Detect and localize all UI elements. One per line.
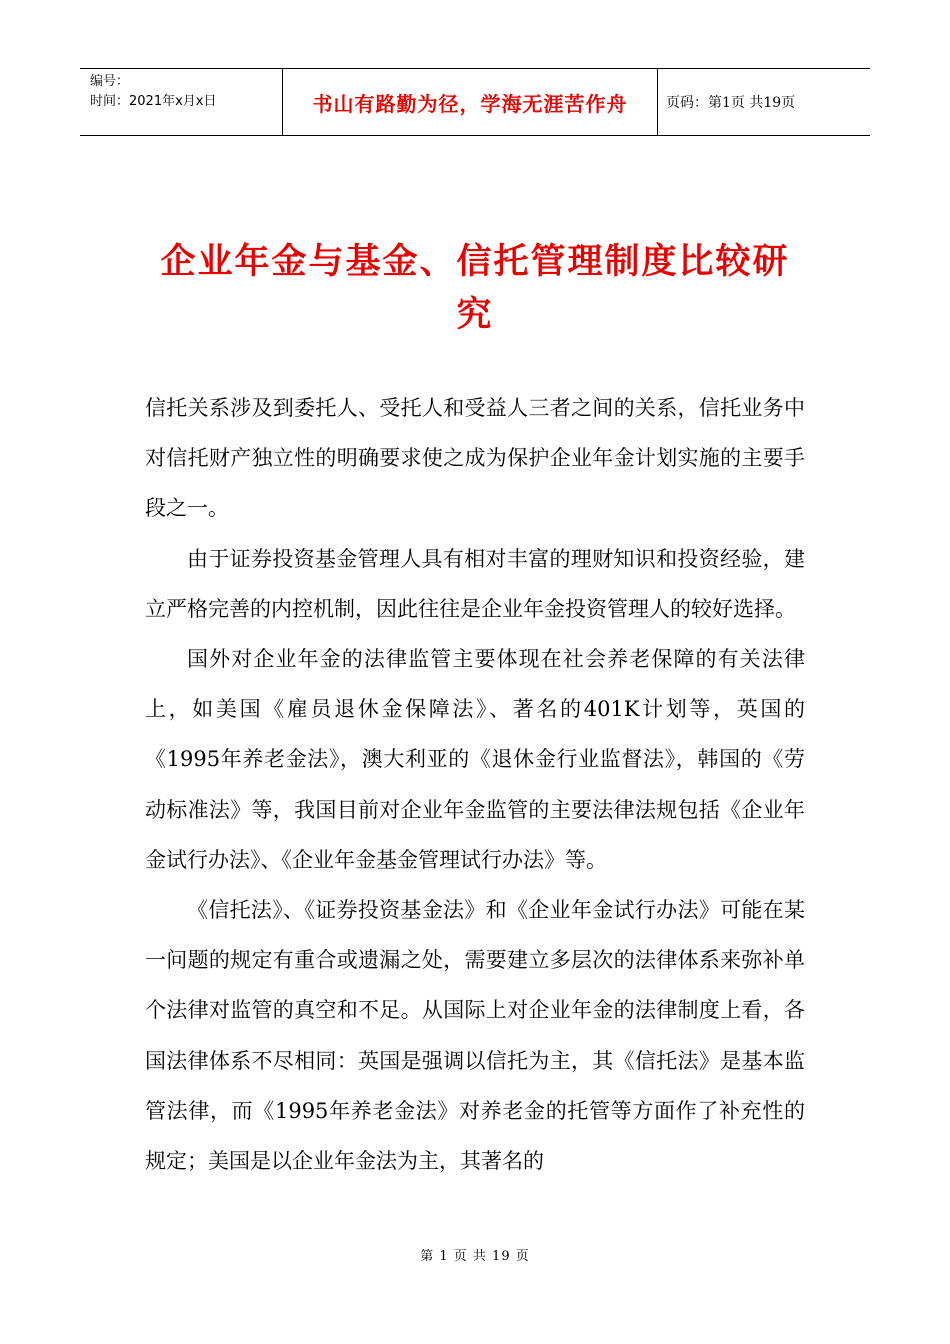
doc-time-label: 时间：2021年x月x日 [90, 94, 217, 109]
paragraph-2: 由于证券投资基金管理人具有相对丰富的理财知识和投资经验，建立严格完善的内控机制，因此往往是企业年金投资管理人的较好选择。 [145, 546, 805, 621]
document-title [130, 235, 820, 341]
title-line-2: 究 [456, 294, 494, 335]
paragraph-4: 《信托法》、《证券投资基金法》和《企业年金试行办法》可能在某一问题的规定有重合或遗漏之处，需要建立多层次的法律体系来弥补单个法律对监管的真空和不足。从国际上对企业年金的法律制度上看，各国法律体系不尽相同：英国是强调以信托为主，其《信托法》是基本监管法律，而《1995年养老金法》对养老金的托管等方面作了补充性的规定；美国是以企业年金法为主，其著名的 [145, 898, 805, 1174]
page-header [80, 68, 870, 136]
paragraph-3: 国外对企业年金的法律监管主要体现在社会养老保障的有关法律上，如美国《雇员退休金保障法》、著名的401K计划等，英国的《1995年养老金法》，澳大利亚的《退休金行业监督法》，韩国的《劳动标准法》等，我国目前对企业年金监管的主要法律法规包括《企业年金试行办法》、《企业年金基金管理试行办法》等。 [145, 647, 805, 872]
header-meta [80, 69, 282, 135]
header-motto: 书山有路勤为径，学海无涯苦作舟 [282, 69, 658, 135]
page-footer: 第 1 页 共 19 页 [420, 1249, 530, 1264]
paragraph-1: 信托关系涉及到委托人、受托人和受益人三者之间的关系，信托业务中对信托财产独立性的明确要求使之成为保护企业年金计划实施的主要手段之一。 [145, 396, 805, 521]
doc-number-label: 编号： [90, 74, 130, 89]
title-line-1: 企业年金与基金、信托管理制度比较研 [160, 241, 790, 282]
header-page-info: 页码：第1页 共19页 [666, 95, 796, 111]
document-body [145, 383, 805, 1186]
